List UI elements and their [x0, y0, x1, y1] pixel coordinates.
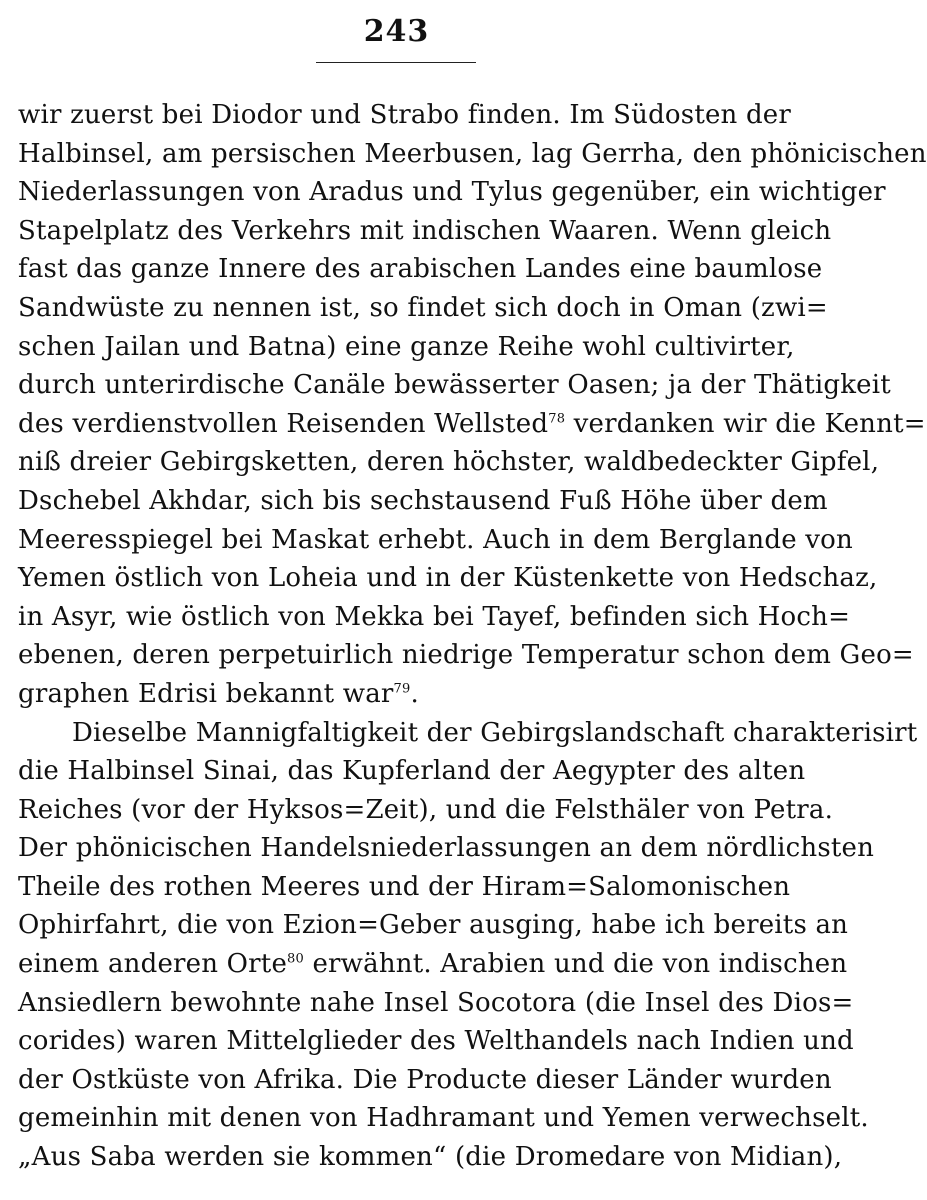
- text-line: Meeresspiegel bei Maskat erhebt. Auch in dem Berglande von: [18, 524, 853, 555]
- footnote-ref-80: 80: [287, 951, 304, 967]
- text-line: Ophirfahrt, die von Ezion=Geber ausging, habe ich bereits an: [18, 910, 849, 941]
- text-line: fast das ganze Innere des arabischen Landes eine baumlose: [18, 254, 823, 285]
- text-segment: graphen Edrisi bekannt war: [18, 678, 394, 709]
- page-number: 243: [363, 14, 430, 49]
- text-line: niß dreier Gebirgsketten, deren höchster, waldbedeckter Gipfel,: [18, 447, 880, 478]
- text-line: Sandwüste zu nennen ist, so findet sich doch in Oman (zwi=: [18, 292, 828, 323]
- text-line: [18, 675, 770, 714]
- text-segment: einem anderen Orte: [18, 949, 288, 980]
- text-line: Dschebel Akhdar, sich bis sechstausend Fuß Höhe über dem: [18, 485, 828, 516]
- text-line: „Aus Saba werden sie kommen“ (die Dromedare von Midian),: [18, 1142, 843, 1173]
- text-line: durch unterirdische Canäle bewässerter Oasen; ja der Thätigkeit: [18, 370, 891, 401]
- text-line: schen Jailan und Batna) eine ganze Reihe wohl cultivirter,: [18, 331, 795, 362]
- body-text: [18, 96, 927, 1177]
- text-line: Theile des rothen Meeres und der Hiram=Salomonischen: [18, 871, 791, 902]
- text-line: Stapelplatz des Verkehrs mit indischen Waaren. Wenn gleich: [18, 215, 832, 246]
- text-line: Ansiedlern bewohnte nahe Insel Socotora (die Insel des Dios=: [18, 987, 854, 1018]
- text-segment: verdanken wir die Kennt=: [565, 408, 926, 439]
- text-line: Reiches (vor der Hyksos=Zeit), und die Felsthäler von Petra.: [18, 794, 834, 825]
- text-line: Yemen östlich von Loheia und in der Küstenkette von Hedschaz,: [18, 563, 878, 594]
- text-line: ebenen, deren perpetuirlich niedrige Temperatur schon dem Geo=: [18, 640, 914, 671]
- paragraph-first-line: Dieselbe Mannigfaltigkeit der Gebirgslandschaft charakterisirt: [72, 717, 918, 748]
- sentence-period: .: [410, 678, 419, 709]
- text-segment: erwähnt. Arabien und die von indischen: [304, 949, 848, 980]
- text-line: corides) waren Mittelglieder des Welthandels nach Indien und: [18, 1026, 854, 1057]
- text-line: in Asyr, wie östlich von Mekka bei Tayef, befinden sich Hoch=: [18, 601, 851, 632]
- text-line: gemeinhin mit denen von Hadhramant und Yemen verwechselt.: [18, 1103, 869, 1134]
- text-line: Halbinsel, am persischen Meerbusen, lag Gerrha, den phönicischen: [18, 138, 927, 169]
- text-line: Der phönicischen Handelsniederlassungen an dem nördlichsten: [18, 833, 875, 864]
- text-line: wir zuerst bei Diodor und Strabo finden. Im Südosten der: [18, 100, 792, 130]
- footnote-ref-78: 78: [548, 411, 566, 427]
- text-line: der Ostküste von Afrika. Die Producte dieser Länder wurden: [18, 1064, 832, 1095]
- text-line: Niederlassungen von Aradus und Tylus gegenüber, ein wichtiger: [18, 177, 886, 208]
- text-line: [18, 945, 848, 984]
- footnote-ref-79: 79: [393, 681, 411, 697]
- header-rule: [316, 62, 476, 63]
- text-line: die Halbinsel Sinai, das Kupferland der Aegypter des alten: [18, 756, 806, 787]
- text-line: [18, 405, 926, 444]
- text-segment: des verdienstvollen Reisenden Wellsted: [18, 408, 549, 439]
